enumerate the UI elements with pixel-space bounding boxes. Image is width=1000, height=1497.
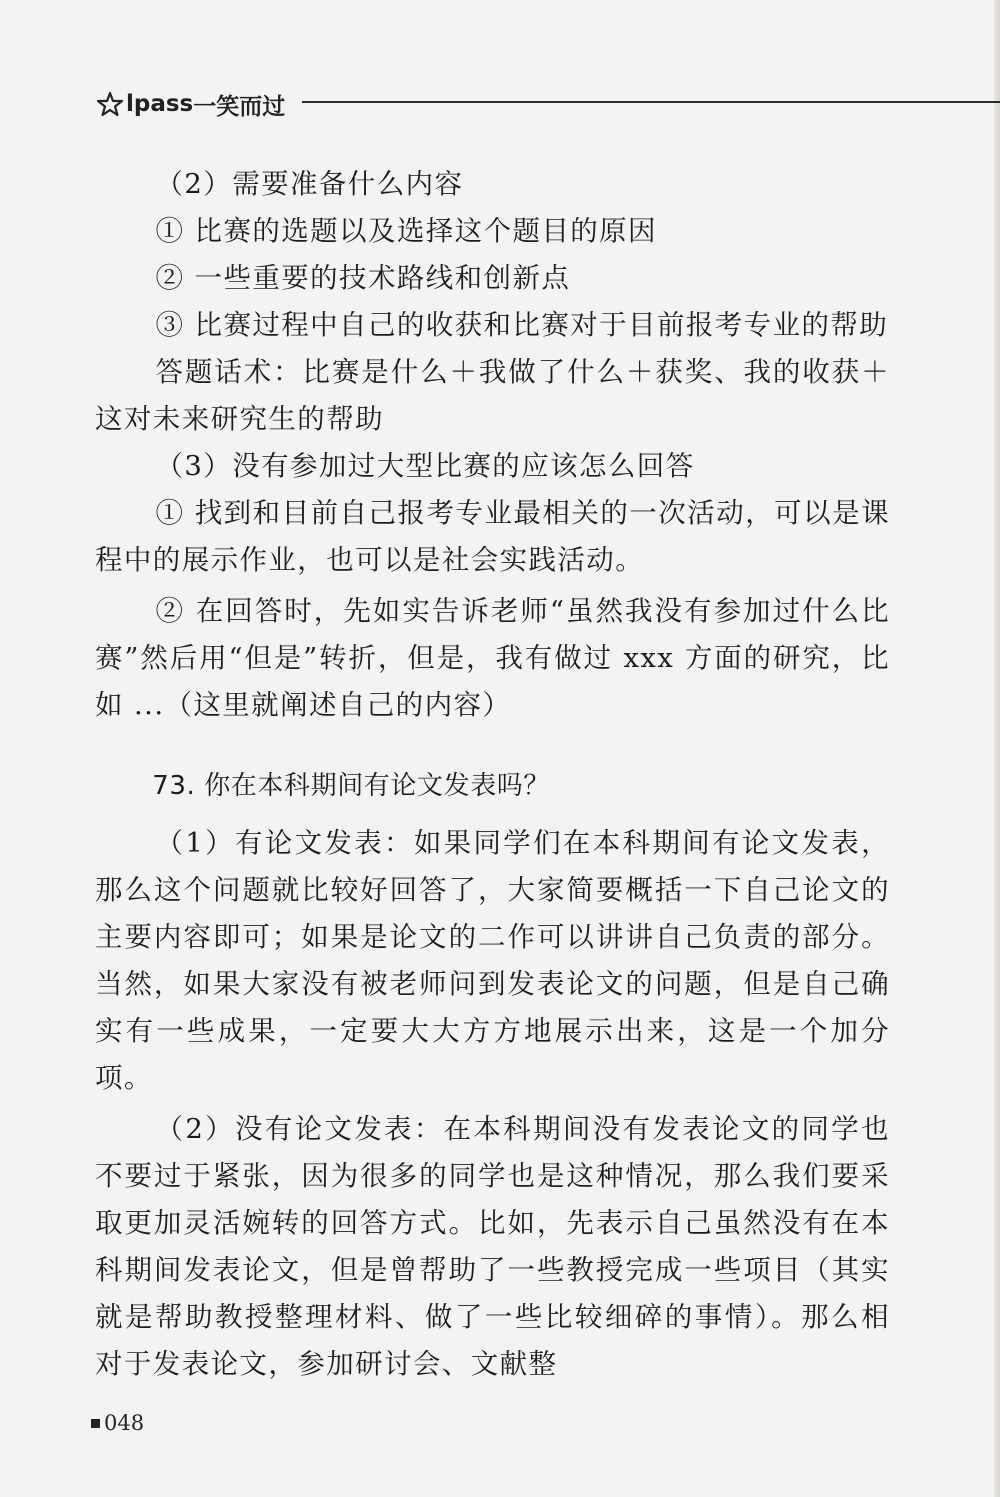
page-number: 048 (104, 1411, 145, 1435)
list-item-2b: ② 在回答时，先如实告诉老师“虽然我没有参加过什么比赛”然后用“但是”转折，但是，我有做过 xxx 方面的研究，比如 ...（这里就阐述自己的内容） (95, 595, 890, 721)
list-item-1: ① 比赛的选题以及选择这个题目的原因 (155, 215, 657, 247)
star-logo-icon (96, 91, 124, 117)
section-paragraph-2: （2）没有论文发表：在本科期间没有发表论文的同学也不要过于紧张，因为很多的同学也是这种情况，那么我们要采取更加灵活婉转的回答方式。比如，先表示自己虽然没有在本科期间发表论文，但是曾帮助了一些教授完成一些项目（其实就是帮助教授整理材料、做了一些比较细碎的事情）。那么相对于发表论文，参加研讨会、文献整 (95, 1113, 890, 1380)
header-rule (302, 101, 1000, 103)
header-logo (96, 86, 285, 122)
subsection-heading-3: （3）没有参加过大型比赛的应该怎么回答 (155, 450, 695, 482)
list-item-1b: ① 找到和目前自己报考专业最相关的一次活动，可以是课程中的展示作业，也可以是社会实践活动。 (95, 497, 890, 576)
page-body (95, 161, 890, 1388)
list-item-2: ② 一些重要的技术路线和创新点 (155, 262, 571, 294)
header-brand: lpass (126, 91, 194, 117)
page-footer (91, 1409, 144, 1437)
section-paragraph-1: （1）有论文发表：如果同学们在本科期间有论文发表，那么这个问题就比较好回答了，大家简要概括一下自己论文的主要内容即可；如果是论文的二作可以讲讲自己负责的部分。当然，如果大家没有被老师问到发表论文的问题，但是自己确实有一些成果，一定要大大方方地展示出来，这是一个加分项。 (95, 827, 890, 1094)
list-item-3: ③ 比赛过程中自己的收获和比赛对于目前报考专业的帮助 (155, 309, 889, 341)
header-tagline: 一笑而过 (193, 93, 286, 120)
answer-script: 答题话术：比赛是什么＋我做了什么＋获奖、我的收获＋这对未来研究生的帮助 (95, 356, 890, 435)
running-header (96, 86, 1000, 122)
subsection-heading-2: （2）需要准备什么内容 (155, 168, 464, 200)
square-bullet-icon (91, 1419, 100, 1428)
section-heading-73: 73. 你在本科期间有论文发表吗？ (152, 771, 551, 801)
page-edge-shadow (994, 0, 1000, 1497)
